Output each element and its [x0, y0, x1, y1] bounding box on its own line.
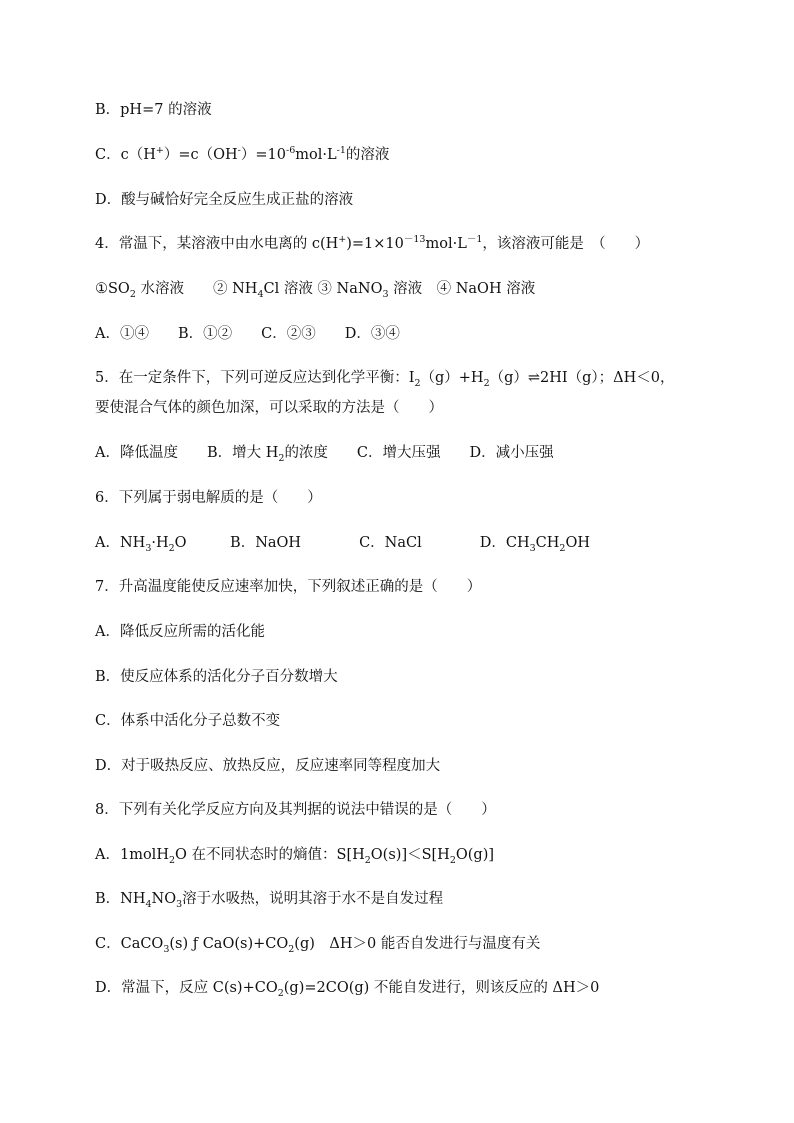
question-4 [95, 234, 649, 254]
question-5-cont [95, 398, 443, 418]
text: O(s)]＜S[H [370, 847, 450, 863]
superscript: －13 [403, 234, 426, 246]
text: )=1×10 [346, 236, 404, 252]
text: ）=10 [240, 147, 286, 163]
text: ·H [151, 535, 169, 551]
text: 的溶液 [345, 147, 390, 163]
subscript: 3 [145, 542, 152, 554]
subscript: 2 [414, 377, 421, 389]
text: A．NH [95, 535, 146, 551]
subscript: 2 [278, 452, 285, 464]
subscript: 2 [364, 854, 371, 866]
question-4-options [95, 324, 400, 344]
text: (g) ΔH＞0 能否自发进行与温度有关 [294, 936, 541, 952]
subscript: 4 [257, 288, 264, 300]
question-5 [95, 368, 675, 388]
subscript: 2 [168, 854, 176, 866]
text: （g）+H [420, 370, 484, 386]
subscript: 2 [129, 288, 136, 300]
text: D．酸与碱恰好完全反应生成正盐的溶液 [95, 192, 354, 208]
question-5-options [95, 443, 554, 463]
superscript: + [338, 234, 347, 246]
option-3d [95, 190, 353, 210]
question-7 [95, 577, 481, 597]
text: C．体系中活化分子总数不变 [95, 713, 281, 729]
text: 6．下列属于弱电解质的是（ ） [95, 490, 322, 506]
text: A．1molH [95, 847, 169, 863]
text: 溶于水吸热，说明其溶于水不是自发过程 [182, 891, 444, 907]
question-4-items [95, 279, 535, 299]
text: C．CaCO [95, 936, 164, 952]
text: Cl 溶液 ③ NaNO [263, 281, 383, 297]
text: ，该溶液可能是 （ ） [482, 236, 650, 252]
subscript: 3 [176, 898, 183, 910]
option-8b [95, 889, 443, 909]
text: OH [565, 535, 590, 551]
subscript: 2 [449, 854, 456, 866]
question-6-options [95, 533, 590, 553]
subscript: 4 [145, 898, 152, 910]
superscript: + [155, 145, 164, 157]
question-8 [95, 800, 496, 820]
text: C．c（H [95, 147, 156, 163]
option-3b [95, 100, 212, 120]
superscript: -1 [336, 145, 346, 157]
question-6 [95, 488, 322, 508]
superscript: -6 [285, 145, 296, 157]
text: A．①④ B．①② C．②③ D．③④ [95, 326, 400, 342]
text: A．降低温度 B．增大 H [95, 445, 279, 461]
subscript: 3 [163, 943, 170, 955]
text: mol·L [295, 147, 337, 163]
text: 水溶液 ② NH [135, 281, 258, 297]
text: B．pH=7 的溶液 [95, 102, 212, 118]
text: 8．下列有关化学反应方向及其判据的说法中错误的是（ ） [95, 802, 496, 818]
option-8d [95, 978, 599, 998]
text: mol·L [425, 236, 467, 252]
option-8a [95, 845, 494, 865]
subscript: 2 [168, 542, 175, 554]
subscript: 2 [277, 987, 284, 999]
option-3c [95, 145, 389, 165]
subscript: 3 [529, 542, 536, 554]
text: O(g)] [455, 847, 495, 863]
subscript: 3 [382, 288, 389, 300]
text: 5．在一定条件下，下列可逆反应达到化学平衡：I [95, 370, 415, 386]
text: B．使反应体系的活化分子百分数增大 [95, 669, 338, 685]
text: A．降低反应所需的活化能 [95, 624, 265, 640]
superscript: －1 [466, 234, 483, 246]
option-8c [95, 934, 540, 954]
text: (s) ƒ CaO(s)+CO [169, 936, 289, 952]
text: CH [535, 535, 560, 551]
text: ①SO [95, 281, 130, 297]
subscript: 2 [559, 542, 566, 554]
text: D．对于吸热反应、放热反应，反应速率同等程度加大 [95, 758, 441, 774]
option-7b [95, 667, 338, 687]
text: O B．NaOH C．NaCl D．CH [174, 535, 530, 551]
text: 的浓度 C．增大压强 D．减小压强 [284, 445, 554, 461]
option-7a [95, 622, 265, 642]
text: B．NH [95, 891, 146, 907]
text: O 在不同状态时的熵值：S[H [175, 847, 365, 863]
text: ）=c（OH [163, 147, 238, 163]
text: (g)=2CO(g) 不能自发进行，则该反应的 ΔH＞0 [283, 980, 600, 996]
text: 4．常温下，某溶液中由水电离的 c(H [95, 236, 339, 252]
option-7c [95, 711, 280, 731]
option-7d [95, 756, 440, 776]
text: D．常温下，反应 C(s)+CO [95, 980, 278, 996]
text: NO [151, 891, 177, 907]
text: 7．升高温度能使反应速率加快，下列叙述正确的是（ ） [95, 579, 482, 595]
text: 要使混合气体的颜色加深，可以采取的方法是（ ） [95, 400, 443, 416]
subscript: 2 [288, 943, 295, 955]
text: 溶液 ④ NaOH 溶液 [388, 281, 536, 297]
subscript: 2 [483, 377, 490, 389]
text: （g）⇌2HI（g）；ΔH＜0， [489, 370, 675, 386]
superscript: - [237, 145, 241, 157]
